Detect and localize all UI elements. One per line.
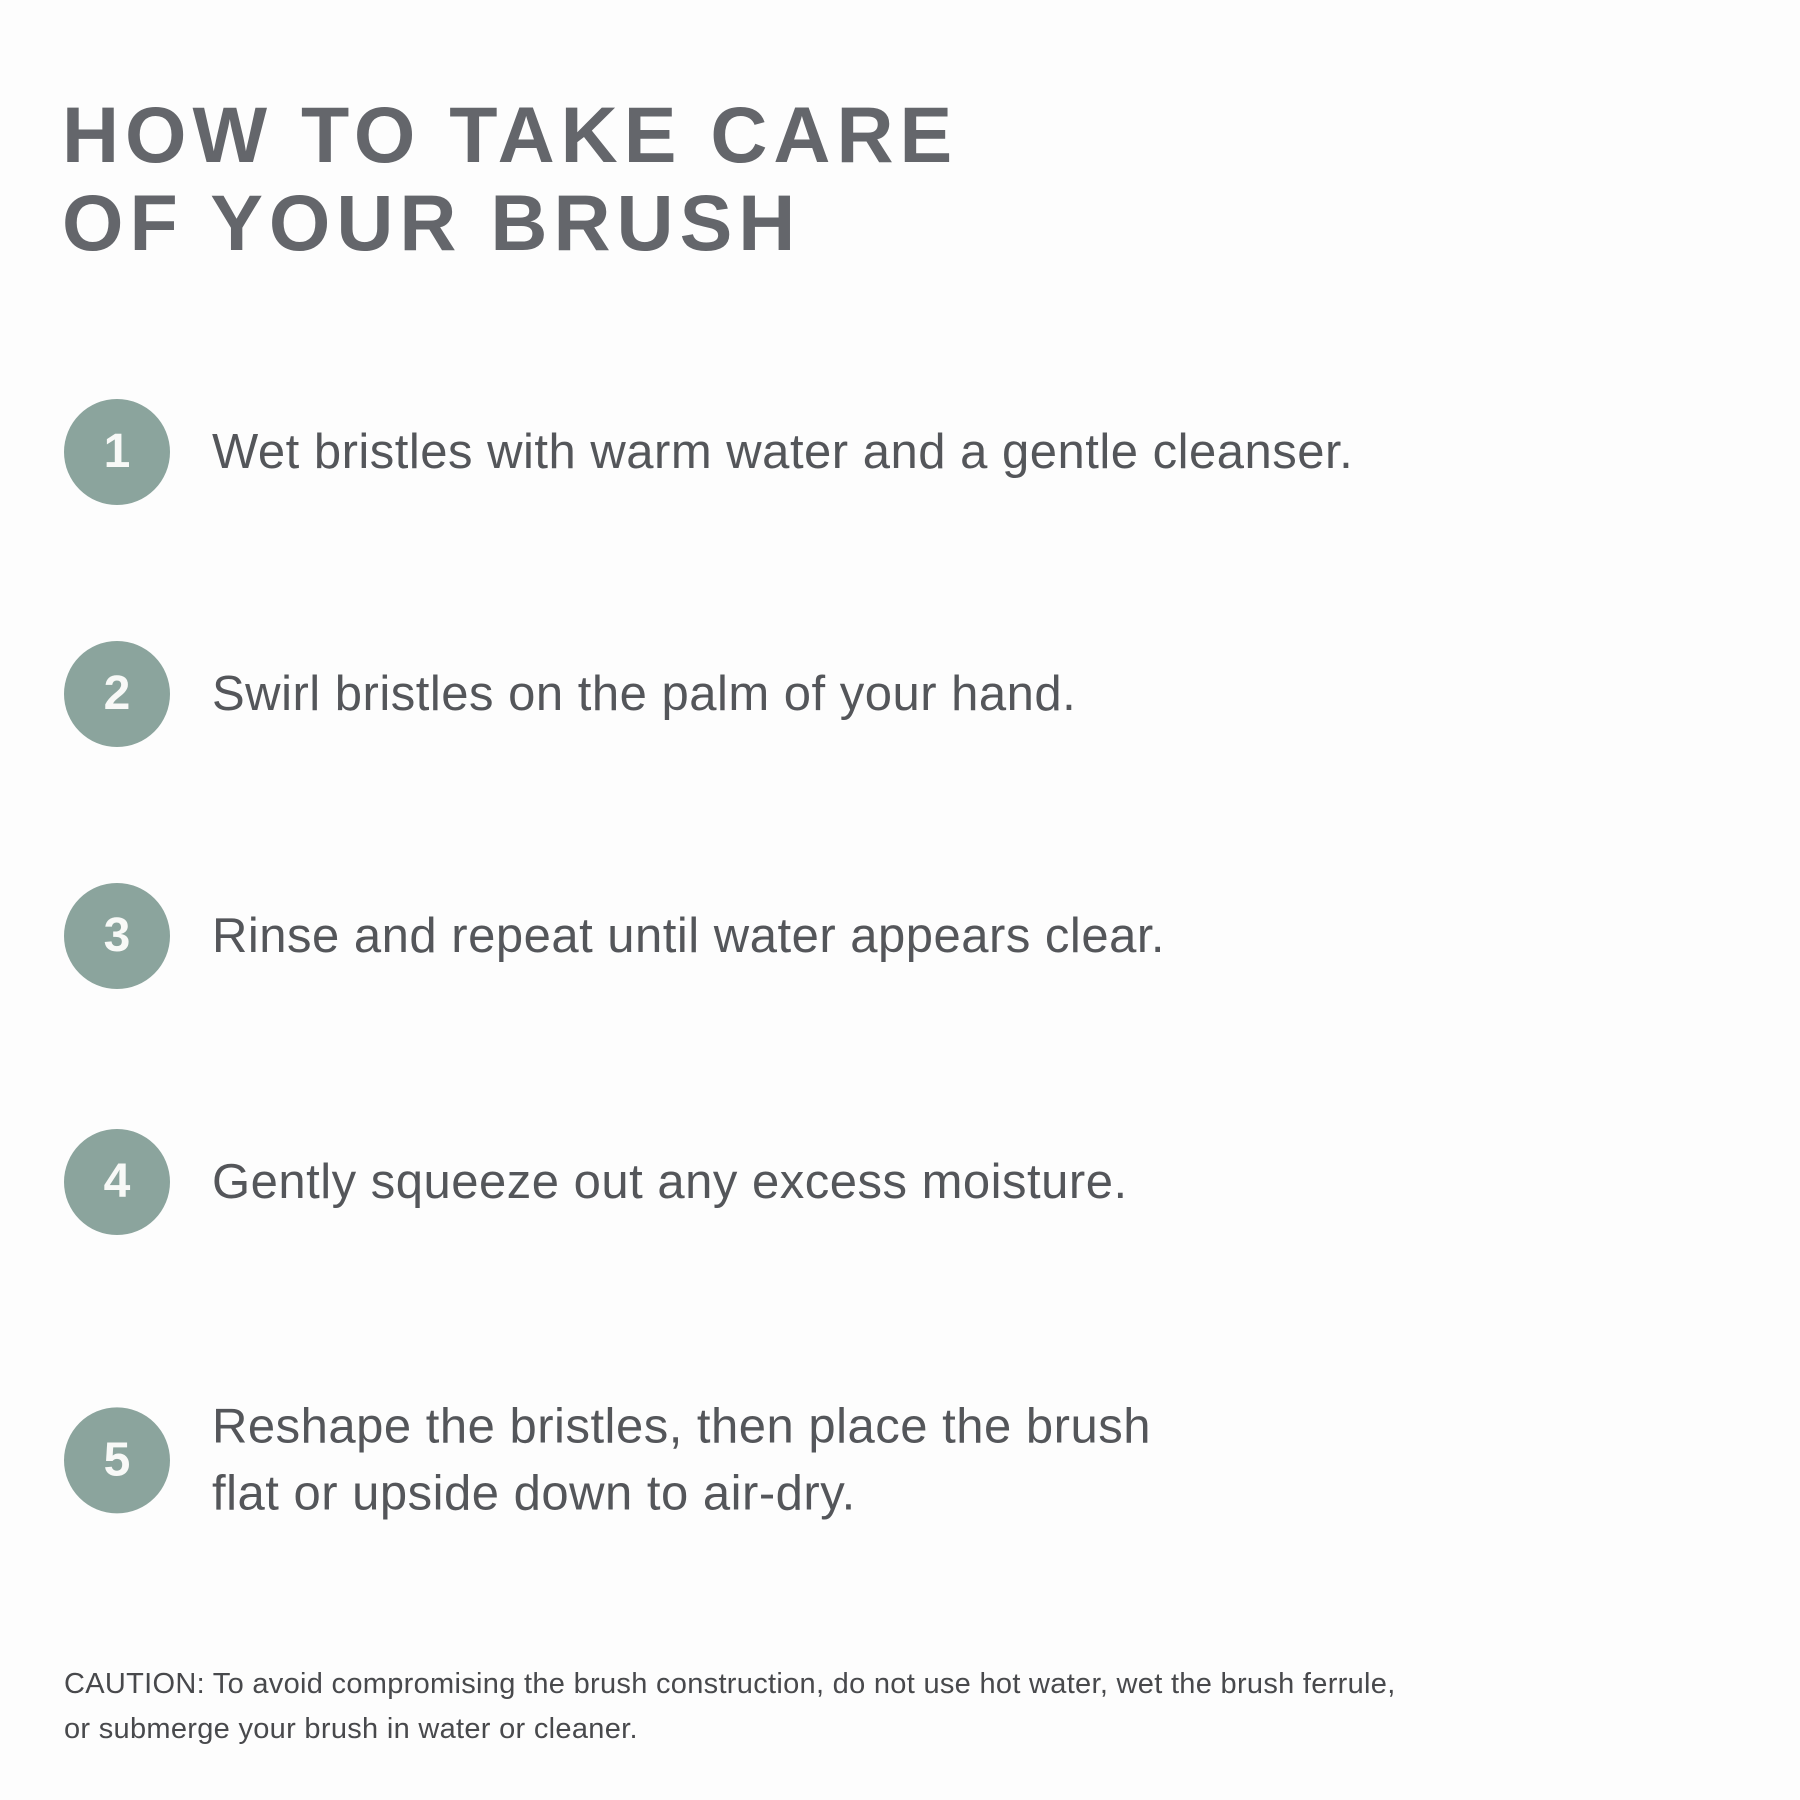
step-1-text-line-1: Wet bristles with warm water and a gentle cleanser. [212,424,1354,479]
step-5-text-line-1: Reshape the bristles, then place the brush [212,1399,1151,1454]
caution-line-1: CAUTION: To avoid compromising the brush construction, do not use hot water, wet the brush ferrule, [64,1668,1396,1700]
page-title [62,91,958,268]
step-5-text [212,1393,1151,1526]
step-3-number: 3 [103,909,131,962]
step-5-text-line-2: flat or upside down to air-dry. [212,1466,856,1520]
step-1-text [212,419,1353,486]
step-1-number-badge [64,399,170,505]
step-row-1 [64,399,1353,505]
step-4-number-badge [64,1129,170,1235]
step-2-number-badge [64,641,170,747]
step-5-number-badge [64,1407,170,1513]
step-4-text-line-1: Gently squeeze out any excess moisture. [212,1154,1128,1209]
step-4-number: 4 [103,1155,131,1208]
page-title-line-2: OF YOUR BRUSH [62,178,802,268]
step-2-text-line-1: Swirl bristles on the palm of your hand. [212,666,1077,721]
page-title-line-1: HOW TO TAKE CARE [62,89,959,179]
step-1-number: 1 [103,425,131,478]
step-5-number: 5 [103,1433,131,1486]
step-3-text [212,903,1165,970]
step-row-5 [64,1393,1151,1526]
caution-note [64,1662,1624,1752]
step-row-3 [64,883,1165,989]
step-row-4 [64,1129,1128,1235]
caution-line-2: or submerge your brush in water or cleaner. [64,1712,638,1745]
step-3-number-badge [64,883,170,989]
step-3-text-line-1: Rinse and repeat until water appears clear. [212,908,1166,963]
step-row-2 [64,641,1076,747]
step-4-text [212,1149,1128,1216]
step-2-number: 2 [103,667,131,720]
step-2-text [212,661,1076,728]
